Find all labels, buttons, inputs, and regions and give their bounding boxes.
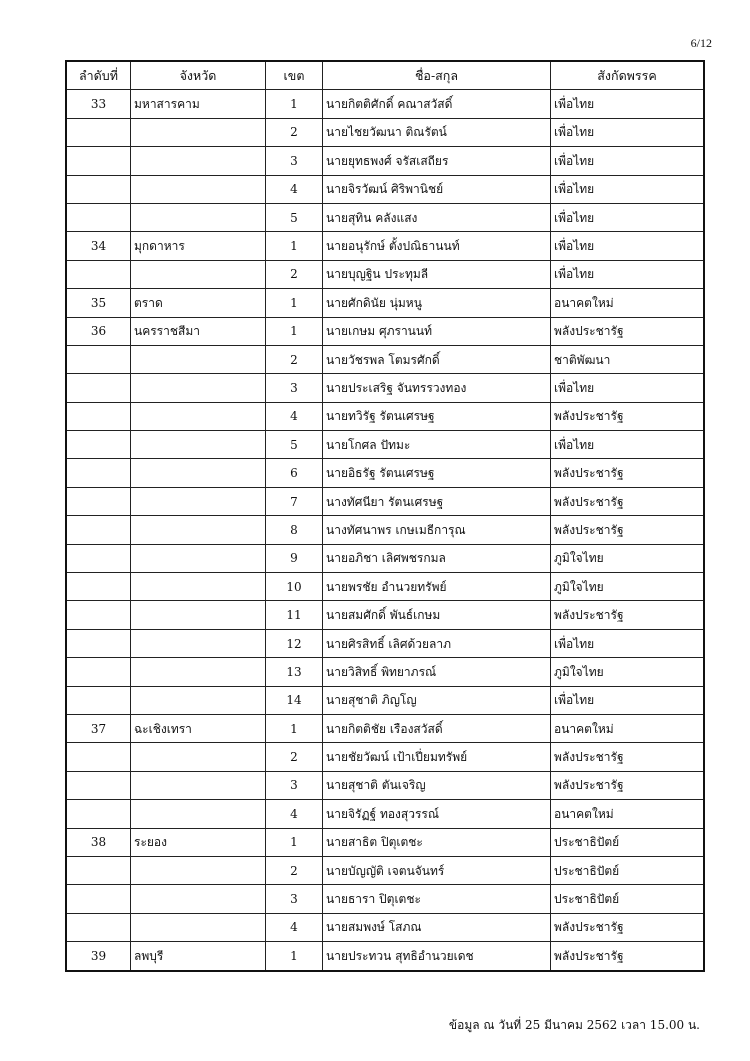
- cell-no: [66, 260, 131, 288]
- cell-no: [66, 885, 131, 913]
- cell-party: พลังประชารัฐ: [551, 942, 705, 971]
- cell-name: นายสุทิน คลังแสง: [323, 203, 551, 231]
- cell-name: นายยุทธพงศ์ จรัสเสถียร: [323, 147, 551, 175]
- cell-no: [66, 203, 131, 231]
- cell-party: เพื่อไทย: [551, 374, 705, 402]
- cell-district: 1: [266, 942, 323, 971]
- table-row: [66, 516, 704, 544]
- cell-name: นายเกษม ศุภรานนท์: [323, 317, 551, 345]
- cell-party: เพื่อไทย: [551, 260, 705, 288]
- cell-province: มุกดาหาร: [131, 232, 266, 260]
- cell-party: เพื่อไทย: [551, 90, 705, 118]
- cell-name: นายพรชัย อำนวยทรัพย์: [323, 573, 551, 601]
- table-row: [66, 771, 704, 799]
- cell-province: [131, 686, 266, 714]
- candidates-table: [65, 60, 705, 972]
- cell-party: พลังประชารัฐ: [551, 516, 705, 544]
- cell-province: ลพบุรี: [131, 942, 266, 971]
- cell-province: ระยอง: [131, 828, 266, 856]
- table-row: [66, 260, 704, 288]
- cell-province: [131, 573, 266, 601]
- header-district: เขต: [266, 61, 323, 90]
- cell-name: นายกิตติชัย เรืองสวัสดิ์: [323, 714, 551, 742]
- table-row: [66, 828, 704, 856]
- cell-no: [66, 431, 131, 459]
- cell-name: นายไชยวัฒนา ติณรัตน์: [323, 118, 551, 146]
- cell-province: [131, 118, 266, 146]
- cell-district: 1: [266, 317, 323, 345]
- table-row: [66, 374, 704, 402]
- cell-district: 1: [266, 232, 323, 260]
- cell-party: ประชาธิปัตย์: [551, 856, 705, 884]
- cell-name: นายวิสิทธิ์ พิทยาภรณ์: [323, 658, 551, 686]
- cell-party: พลังประชารัฐ: [551, 601, 705, 629]
- page-number: 6/12: [690, 36, 712, 50]
- cell-party: ประชาธิปัตย์: [551, 885, 705, 913]
- cell-party: พลังประชารัฐ: [551, 317, 705, 345]
- cell-no: 35: [66, 289, 131, 317]
- cell-province: [131, 516, 266, 544]
- cell-name: นายสมศักดิ์ พันธ์เกษม: [323, 601, 551, 629]
- cell-province: [131, 601, 266, 629]
- cell-no: 36: [66, 317, 131, 345]
- cell-party: เพื่อไทย: [551, 175, 705, 203]
- cell-party: พลังประชารัฐ: [551, 771, 705, 799]
- cell-district: 4: [266, 913, 323, 941]
- cell-province: ตราด: [131, 289, 266, 317]
- cell-party: อนาคตใหม่: [551, 289, 705, 317]
- cell-province: [131, 913, 266, 941]
- cell-party: อนาคตใหม่: [551, 714, 705, 742]
- cell-no: 39: [66, 942, 131, 971]
- cell-party: ภูมิใจไทย: [551, 544, 705, 572]
- table-row: [66, 714, 704, 742]
- cell-party: ภูมิใจไทย: [551, 573, 705, 601]
- cell-district: 11: [266, 601, 323, 629]
- cell-province: [131, 260, 266, 288]
- cell-no: 38: [66, 828, 131, 856]
- table-row: [66, 289, 704, 317]
- header-party: สังกัดพรรค: [551, 61, 705, 90]
- cell-province: [131, 743, 266, 771]
- cell-no: [66, 402, 131, 430]
- cell-party: พลังประชารัฐ: [551, 487, 705, 515]
- cell-name: นายทวิรัฐ รัตนเศรษฐ: [323, 402, 551, 430]
- table-row: [66, 232, 704, 260]
- cell-party: ภูมิใจไทย: [551, 658, 705, 686]
- cell-no: [66, 516, 131, 544]
- cell-no: [66, 686, 131, 714]
- cell-no: [66, 175, 131, 203]
- cell-name: นายบัญญัติ เจตนจันทร์: [323, 856, 551, 884]
- table-row: [66, 601, 704, 629]
- cell-district: 2: [266, 743, 323, 771]
- cell-district: 1: [266, 714, 323, 742]
- cell-district: 2: [266, 856, 323, 884]
- table-row: [66, 317, 704, 345]
- cell-district: 3: [266, 885, 323, 913]
- cell-name: นายชัยวัฒน์ เป้าเปี่ยมทรัพย์: [323, 743, 551, 771]
- cell-province: มหาสารคาม: [131, 90, 266, 118]
- cell-no: [66, 629, 131, 657]
- table-row: [66, 686, 704, 714]
- cell-district: 14: [266, 686, 323, 714]
- cell-party: เพื่อไทย: [551, 686, 705, 714]
- table-row: [66, 431, 704, 459]
- cell-district: 8: [266, 516, 323, 544]
- cell-no: [66, 743, 131, 771]
- cell-no: 37: [66, 714, 131, 742]
- cell-district: 6: [266, 459, 323, 487]
- cell-name: นายจิรวัฒน์ ศิริพานิชย์: [323, 175, 551, 203]
- data-timestamp-note: ข้อมูล ณ วันที่ 25 มีนาคม 2562 เวลา 15.00 น.: [448, 1018, 700, 1032]
- header-province: จังหวัด: [131, 61, 266, 90]
- cell-district: 3: [266, 147, 323, 175]
- cell-name: นายกิตติศักดิ์ คณาสวัสดิ์: [323, 90, 551, 118]
- cell-district: 7: [266, 487, 323, 515]
- cell-no: [66, 374, 131, 402]
- cell-no: [66, 459, 131, 487]
- cell-name: นายสมพงษ์ โสภณ: [323, 913, 551, 941]
- cell-district: 4: [266, 800, 323, 828]
- header-name: ชื่อ-สกุล: [323, 61, 551, 90]
- cell-province: [131, 345, 266, 373]
- table-row: [66, 885, 704, 913]
- cell-party: พลังประชารัฐ: [551, 402, 705, 430]
- cell-name: นายสุชาติ ภิญโญ: [323, 686, 551, 714]
- cell-district: 2: [266, 345, 323, 373]
- table-row: [66, 856, 704, 884]
- cell-no: [66, 147, 131, 175]
- cell-district: 4: [266, 175, 323, 203]
- cell-no: [66, 658, 131, 686]
- cell-name: นายประเสริฐ จันทรรวงทอง: [323, 374, 551, 402]
- cell-party: เพื่อไทย: [551, 118, 705, 146]
- cell-no: [66, 856, 131, 884]
- table-row: [66, 658, 704, 686]
- table-row: [66, 487, 704, 515]
- cell-no: [66, 487, 131, 515]
- cell-district: 2: [266, 260, 323, 288]
- cell-province: [131, 203, 266, 231]
- cell-party: เพื่อไทย: [551, 147, 705, 175]
- cell-district: 3: [266, 771, 323, 799]
- cell-party: พลังประชารัฐ: [551, 743, 705, 771]
- cell-name: นายจิรัฏฐ์ ทองสุวรรณ์: [323, 800, 551, 828]
- table-row: [66, 942, 704, 971]
- table-row: [66, 800, 704, 828]
- cell-province: [131, 856, 266, 884]
- cell-name: นายอิธรัฐ รัตนเศรษฐ: [323, 459, 551, 487]
- header-no: ลำดับที่: [66, 61, 131, 90]
- cell-name: นายธารา ปิตุเตชะ: [323, 885, 551, 913]
- table-row: [66, 743, 704, 771]
- cell-province: [131, 885, 266, 913]
- cell-district: 2: [266, 118, 323, 146]
- cell-province: [131, 771, 266, 799]
- cell-district: 4: [266, 402, 323, 430]
- cell-party: เพื่อไทย: [551, 203, 705, 231]
- cell-name: นายอภิชา เลิศพชรกมล: [323, 544, 551, 572]
- cell-province: [131, 800, 266, 828]
- cell-province: ฉะเชิงเทรา: [131, 714, 266, 742]
- cell-province: [131, 431, 266, 459]
- table-row: [66, 118, 704, 146]
- cell-province: [131, 374, 266, 402]
- cell-no: 33: [66, 90, 131, 118]
- table-header-row: [66, 61, 704, 90]
- cell-name: นายบุญฐิน ประทุมลี: [323, 260, 551, 288]
- table-row: [66, 629, 704, 657]
- cell-province: [131, 487, 266, 515]
- cell-name: นายศิรสิทธิ์ เลิศด้วยลาภ: [323, 629, 551, 657]
- cell-province: [131, 175, 266, 203]
- cell-name: นางทัศนียา รัตนเศรษฐ: [323, 487, 551, 515]
- cell-no: [66, 800, 131, 828]
- cell-name: นายศักดินัย นุ่มหนู: [323, 289, 551, 317]
- cell-party: เพื่อไทย: [551, 232, 705, 260]
- cell-district: 9: [266, 544, 323, 572]
- table-row: [66, 573, 704, 601]
- cell-district: 1: [266, 828, 323, 856]
- cell-no: 34: [66, 232, 131, 260]
- cell-party: พลังประชารัฐ: [551, 459, 705, 487]
- cell-district: 13: [266, 658, 323, 686]
- cell-name: นายสุชาติ ตันเจริญ: [323, 771, 551, 799]
- cell-no: [66, 573, 131, 601]
- cell-province: นครราชสีมา: [131, 317, 266, 345]
- cell-province: [131, 147, 266, 175]
- cell-province: [131, 544, 266, 572]
- cell-province: [131, 629, 266, 657]
- cell-district: 12: [266, 629, 323, 657]
- cell-party: ประชาธิปัตย์: [551, 828, 705, 856]
- cell-district: 10: [266, 573, 323, 601]
- cell-name: นายวัชรพล โตมรศักดิ์: [323, 345, 551, 373]
- table-row: [66, 345, 704, 373]
- table-row: [66, 90, 704, 118]
- cell-district: 5: [266, 203, 323, 231]
- cell-name: นายประทวน สุทธิอำนวยเดช: [323, 942, 551, 971]
- cell-party: พลังประชารัฐ: [551, 913, 705, 941]
- table-row: [66, 175, 704, 203]
- table-row: [66, 147, 704, 175]
- cell-district: 1: [266, 289, 323, 317]
- cell-party: เพื่อไทย: [551, 629, 705, 657]
- cell-no: [66, 601, 131, 629]
- cell-no: [66, 771, 131, 799]
- table-row: [66, 203, 704, 231]
- table-row: [66, 913, 704, 941]
- cell-district: 1: [266, 90, 323, 118]
- cell-party: ชาติพัฒนา: [551, 345, 705, 373]
- table-row: [66, 544, 704, 572]
- cell-party: เพื่อไทย: [551, 431, 705, 459]
- table-body: [66, 90, 704, 971]
- cell-name: นายสาธิต ปิตุเตชะ: [323, 828, 551, 856]
- cell-name: นางทัศนาพร เกษเมธีการุณ: [323, 516, 551, 544]
- cell-no: [66, 544, 131, 572]
- cell-no: [66, 118, 131, 146]
- cell-name: นายโกศล ปัทมะ: [323, 431, 551, 459]
- cell-province: [131, 658, 266, 686]
- cell-name: นายอนุรักษ์ ตั้งปณิธานนท์: [323, 232, 551, 260]
- cell-no: [66, 345, 131, 373]
- cell-district: 5: [266, 431, 323, 459]
- table-row: [66, 402, 704, 430]
- cell-province: [131, 459, 266, 487]
- cell-district: 3: [266, 374, 323, 402]
- cell-no: [66, 913, 131, 941]
- cell-province: [131, 402, 266, 430]
- table-row: [66, 459, 704, 487]
- cell-party: อนาคตใหม่: [551, 800, 705, 828]
